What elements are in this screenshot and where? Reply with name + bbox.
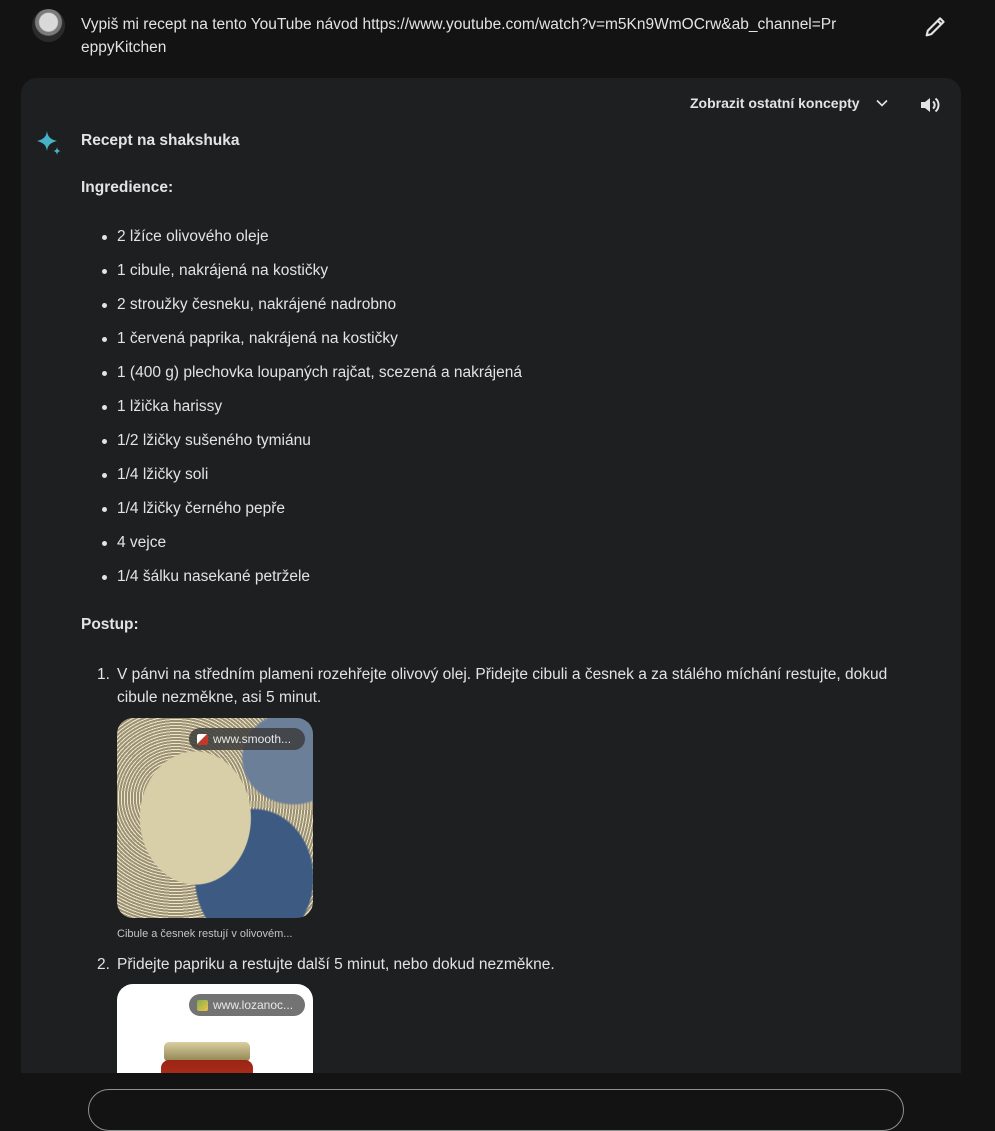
read-aloud-button[interactable]	[918, 93, 942, 117]
steps-heading: Postup:	[81, 616, 139, 633]
edit-prompt-button[interactable]	[922, 12, 950, 40]
list-item: 4 vejce	[81, 532, 522, 566]
response-card	[21, 78, 961, 1097]
image-source-chip[interactable]	[189, 994, 305, 1016]
prompt-row	[0, 0, 995, 78]
site-favicon-icon	[197, 734, 208, 745]
show-drafts-label: Zobrazit ostatní koncepty	[690, 95, 860, 111]
list-item: 2 stroužky česneku, nakrájené nadrobno	[81, 294, 522, 328]
image-source-label: www.lozanoc...	[213, 998, 294, 1012]
list-item: 1 cibule, nakrájená na kostičky	[81, 260, 522, 294]
user-avatar[interactable]	[32, 9, 65, 42]
speaker-icon	[918, 93, 942, 117]
chevron-down-icon	[874, 95, 890, 111]
show-drafts-button[interactable]	[690, 92, 890, 114]
list-item: 1/2 lžičky sušeného tymiánu	[81, 430, 522, 464]
gemini-spark-icon	[35, 129, 63, 157]
pencil-icon	[922, 12, 950, 40]
step-image-card[interactable]	[117, 718, 313, 918]
ingredients-list	[81, 226, 522, 600]
step-text: Přidejte papriku a restujte další 5 minut, nebo dokud nezměkne.	[117, 956, 555, 973]
list-item: 1 (400 g) plechovka loupaných rajčat, scezená a nakrájená	[81, 362, 522, 396]
list-item: 1 lžička harissy	[81, 396, 522, 430]
image-source-label: www.smooth...	[213, 732, 292, 746]
jar-lid	[164, 1042, 250, 1062]
list-item: 1/4 lžičky černého pepře	[81, 498, 522, 532]
image-caption: Cibule a česnek restují v olivovém...	[117, 928, 293, 940]
list-item: 1/4 lžičky soli	[81, 464, 522, 498]
list-item: 2 lžíce olivového oleje	[81, 226, 522, 260]
prompt-text: Vypiš mi recept na tento YouTube návod https://www.youtube.com/watch?v=m5Kn9WmOCrw&ab_channel=PreppyKitchen	[81, 16, 837, 56]
list-item: 1 červená paprika, nakrájená na kostičky	[81, 328, 522, 362]
image-source-chip[interactable]	[189, 728, 305, 750]
step-number: 1.	[97, 666, 110, 683]
list-item: 1/4 šálku nasekané petržele	[81, 566, 522, 600]
site-favicon-icon	[197, 1000, 208, 1011]
recipe-title: Recept na shakshuka	[81, 132, 240, 149]
step-text: V pánvi na středním plameni rozehřejte olivový olej. Přidejte cibuli a česnek a za stálého míchání restujte, dokud cibule nezměkne, asi 5 minut.	[117, 666, 888, 706]
step-number: 2.	[97, 956, 110, 973]
prompt-input-box[interactable]	[88, 1089, 904, 1131]
ingredients-heading: Ingredience:	[81, 179, 174, 196]
